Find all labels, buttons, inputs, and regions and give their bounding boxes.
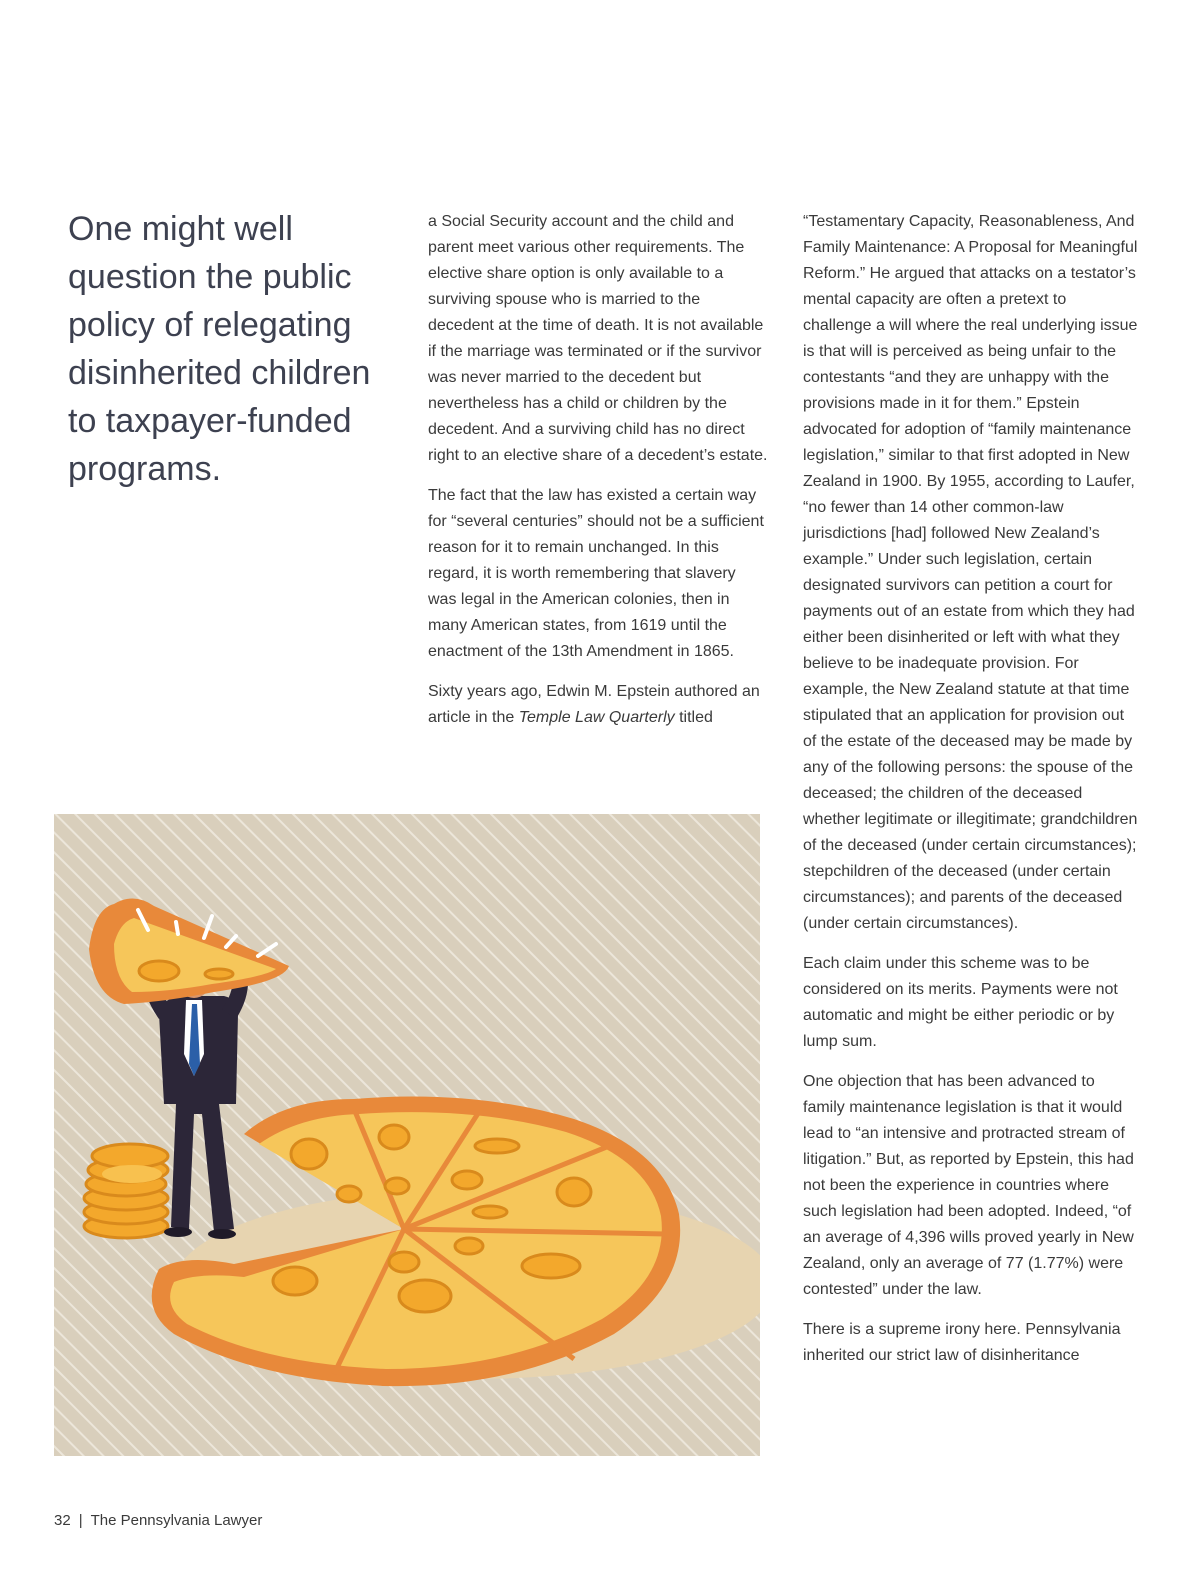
paragraph: “Testamentary Capacity, Reasonableness, And Family Maintenance: A Proposal for Meaningful Reform.” He argued that attacks on a testator’s mental capacity are often a pretext to challenge a will where the real underlying issue is that will is perceived as being unfair to the contestants “and they are unhappy with the provisions made in it for them.” Epstein advocated for adoption of “family maintenance legislation,” similar to that first adopted in New Zealand in 1900. By 1955, according to Laufer, “no fewer than 14 other common-law jurisdictions [had] followed New Zealand’s example.” Under such legislation, certain designated survivors can petition a court for payments out of an estate from which they had either been disinherited or left with what they believe to be inadequate provision. For example, the New Zealand statute at that time stipulated that an application for provision out of the estate of the deceased may be made by any of the following persons: the spouse of the deceased; the children of the deceased whether legitimate or illegitimate; grandchildren of the deceased (under certain circumstances); stepchildren of the deceased (under certain circumstances); and parents of the deceased (under certain circumstances). <box>803 213 1138 932</box>
footer-separator: | <box>78 1512 83 1529</box>
pizza-illustration <box>54 814 760 1456</box>
journal-title: Temple Law Quarterly <box>518 709 675 726</box>
paragraph: a Social Security account and the child and parent meet various other requirements. The elective share option is only available to a surviving spouse who is married to the decedent at the time of death. It is not available if the marriage was terminated or if the survivor was never married to the decedent but nevertheless has a child or children by the decedent. And a surviving child has no direct right to an elective share of a decedent’s estate. <box>428 213 768 464</box>
article-column-2 <box>428 209 768 745</box>
pull-quote: One might well question the public policy of relegating disinherited children to taxpayer-funded programs. <box>68 210 371 488</box>
paragraph: There is a supreme irony here. Pennsylvania inherited our strict law of disinheritance <box>803 1321 1121 1364</box>
paragraph-text: titled <box>674 709 713 726</box>
paragraph <box>428 679 768 731</box>
page-number: 32 <box>54 1512 71 1529</box>
paragraph: One objection that has been advanced to family maintenance legislation is that it would lead to “an intensive and protracted stream of litigation.” But, as reported by Epstein, this had not been the experience in countries where such legislation had been adopted. Indeed, “of an average of 4,396 wills proved yearly in New Zealand, only an average of 77 (1.77%) were contested” under the law. <box>803 1073 1134 1298</box>
illustration-svg <box>54 814 760 1456</box>
page-footer <box>54 1512 262 1529</box>
publication-name: The Pennsylvania Lawyer <box>90 1512 263 1529</box>
coin-stack <box>84 1144 168 1238</box>
paragraph: Each claim under this scheme was to be considered on its merits. Payments were not automatic and might be either periodic or by lump sum. <box>803 955 1118 1050</box>
paragraph: The fact that the law has existed a certain way for “several centuries” should not be a sufficient reason for it to remain unchanged. In this regard, it is worth remembering that slavery was legal in the American colonies, then in many American states, from 1619 until the enactment of the 13th Amendment in 1865. <box>428 487 764 660</box>
article-column-3 <box>803 209 1139 1383</box>
paragraph-text: Sixty years ago, Edwin M. Epstein authored an article in the <box>428 683 760 726</box>
